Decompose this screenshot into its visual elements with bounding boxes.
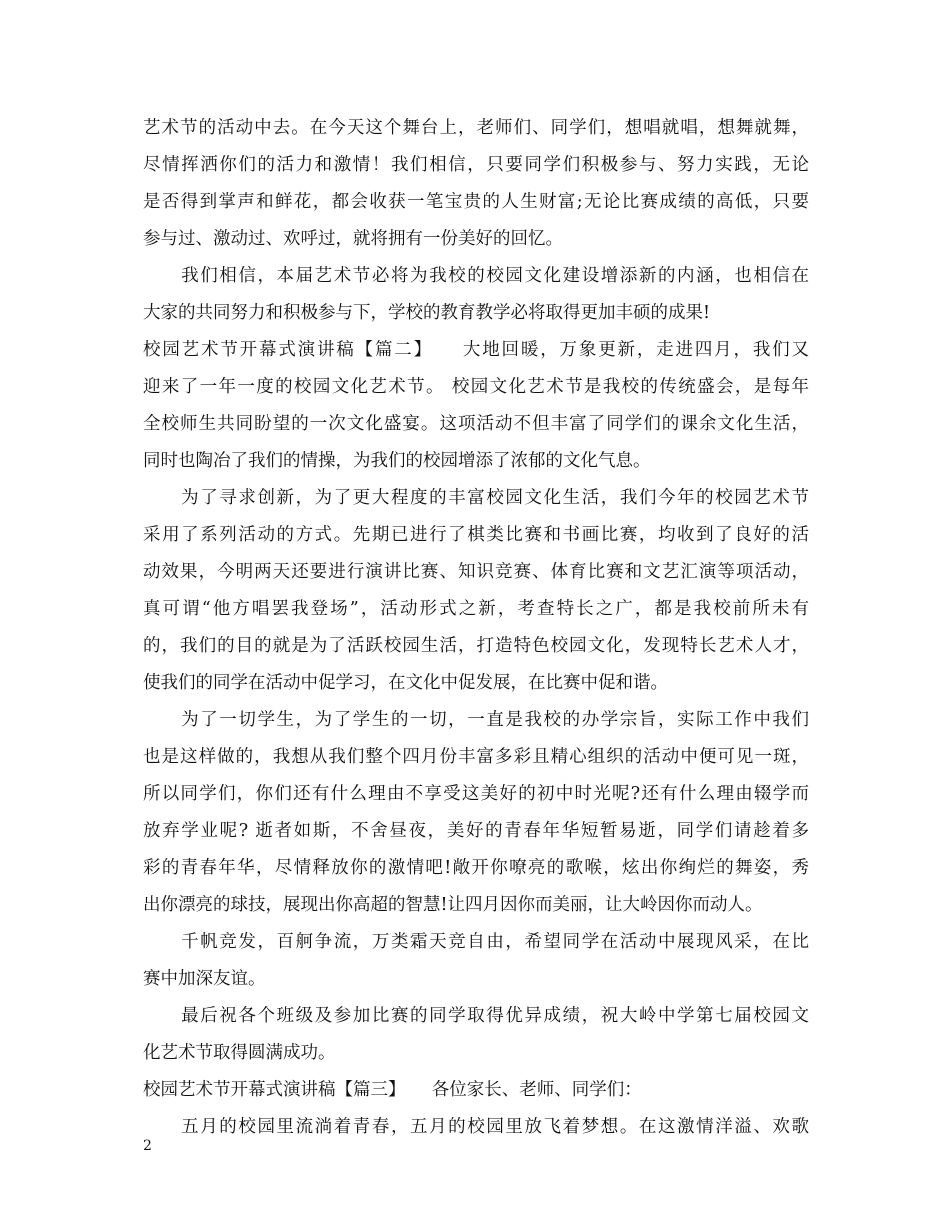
text-line: 赛中加深友谊。 <box>143 969 266 989</box>
text-line: 校园艺术节开幕式演讲稿【篇三】 各位家长、老师、同学们： <box>143 1080 642 1100</box>
text-line: 我们相信，本届艺术节必将为我校的校园文化建设增添新的内涵，也相信在 <box>143 266 809 286</box>
text-line: 同时也陶冶了我们的情操，为我们的校园增添了浓郁的文化气息。 <box>143 451 651 471</box>
text-line: 使我们的同学在活动中促学习，在文化中促发展，在比赛中促和谐。 <box>143 673 668 693</box>
text-line: 所以同学们，你们还有什么理由不享受这美好的初中时光呢?还有什么理由辍学而 <box>143 784 809 804</box>
page-number: 2 <box>143 1138 152 1154</box>
text-line: 彩的青春年华，尽情释放你的激情吧!敞开你嘹亮的歌喉，炫出你绚烂的舞姿，秀 <box>143 858 809 878</box>
text-line: 出你漂亮的球技，展现出你高超的智慧!让四月因你而美丽，让大岭因你而动人。 <box>143 895 763 915</box>
text-line: 采用了系列活动的方式。先期已进行了棋类比赛和书画比赛，均收到了良好的活 <box>143 525 809 545</box>
text-line: 最后祝各个班级及参加比赛的同学取得优异成绩，祝大岭中学第七届校园文 <box>143 1006 809 1026</box>
text-line: 为了寻求创新，为了更大程度的丰富校园文化生活，我们今年的校园艺术节 <box>143 488 809 508</box>
text-line: 大家的共同努力和积极参与下，学校的教育教学必将取得更加丰硕的成果! <box>143 303 711 323</box>
text-line: 艺术节的活动中去。在今天这个舞台上，老师们、同学们，想唱就唱，想舞就舞， <box>143 118 809 138</box>
text-line: 也是这样做的，我想从我们整个四月份丰富多彩且精心组织的活动中便可见一斑， <box>143 747 809 767</box>
text-line: 为了一切学生，为了学生的一切，一直是我校的办学宗旨，实际工作中我们 <box>143 710 809 730</box>
text-line: 参与过、激动过、欢呼过，就将拥有一份美好的回忆。 <box>143 229 563 249</box>
text-line: 是否得到掌声和鲜花，都会收获一笔宝贵的人生财富;无论比赛成绩的高低，只要 <box>143 192 809 212</box>
text-line: 五月的校园里流淌着青春，五月的校园里放飞着梦想。在这激情洋溢、欢歌 <box>143 1117 809 1137</box>
text-line: 动效果，今明两天还要进行演讲比赛、知识竞赛、体育比赛和文艺汇演等项活动， <box>143 562 809 582</box>
document-body <box>143 110 809 1146</box>
text-line: 迎来了一年一度的校园文化艺术节。 校园文化艺术节是我校的传统盛会，是每年 <box>143 377 809 397</box>
text-line: 全校师生共同盼望的一次文化盛宴。这项活动不但丰富了同学们的课余文化生活， <box>143 414 809 434</box>
text-line: 的，我们的目的就是为了活跃校园生活，打造特色校园文化，发现特长艺术人才， <box>143 636 809 656</box>
text-line: 尽情挥洒你们的活力和激情！我们相信，只要同学们积极参与、努力实践，无论 <box>143 155 809 175</box>
text-line: 千帆竞发，百舸争流，万类霜天竞自由，希望同学在活动中展现风采，在比 <box>143 932 809 952</box>
text-line: 真可谓“他方唱罢我登场”，活动形式之新，考查特长之广，都是我校前所未有 <box>143 599 809 619</box>
text-line: 校园艺术节开幕式演讲稿【篇二】 大地回暖，万象更新，走进四月，我们又 <box>143 340 809 360</box>
text-line: 化艺术节取得圆满成功。 <box>143 1043 336 1063</box>
text-line: 放弃学业呢? 逝者如斯，不舍昼夜，美好的青春年华短暂易逝，同学们请趁着多 <box>143 821 809 841</box>
